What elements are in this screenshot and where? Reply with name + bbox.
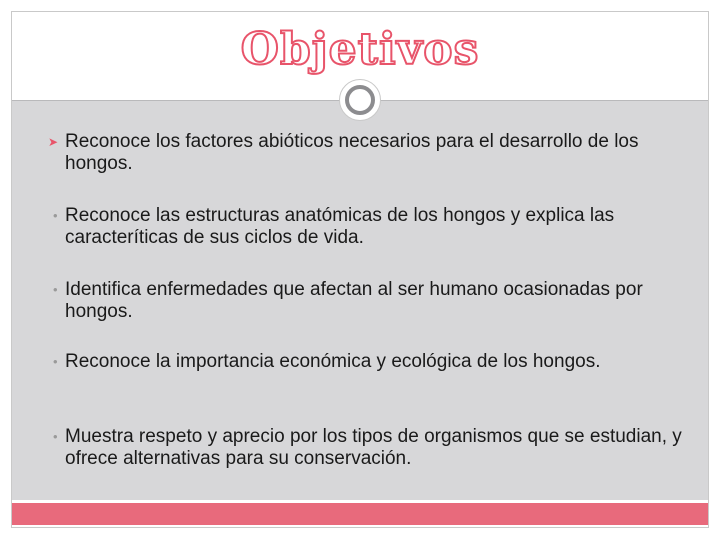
bullet-item-2 bbox=[48, 205, 698, 249]
arrow-bullet-icon: ➤ bbox=[48, 135, 59, 149]
bullet-text: Muestra respeto y aprecio por los tipos de organismos que se estudian, y ofrece alternativas para su conservación. bbox=[65, 426, 682, 469]
dot-bullet-icon: • bbox=[53, 282, 58, 297]
bullet-text: Identifica enfermedades que afectan al ser humano ocasionadas por hongos. bbox=[65, 279, 643, 322]
dot-bullet-icon: • bbox=[53, 354, 58, 369]
bullet-item-5 bbox=[48, 426, 698, 470]
bullet-text: Reconoce los factores abióticos necesarios para el desarrollo de los hongos. bbox=[65, 131, 639, 174]
bullet-item-3 bbox=[48, 279, 698, 323]
bottom-accent-bar bbox=[12, 503, 708, 525]
dot-bullet-icon: • bbox=[53, 208, 58, 223]
bullet-text: Reconoce la importancia económica y ecológica de los hongos. bbox=[65, 351, 601, 372]
bullet-item-1 bbox=[48, 131, 698, 175]
bullet-item-4 bbox=[48, 351, 698, 373]
circle-ornament-icon bbox=[339, 79, 381, 121]
bullet-text: Reconoce las estructuras anatómicas de los hongos y explica las caracteríticas de sus ciclos de vida. bbox=[65, 205, 615, 248]
circle-ornament-ring bbox=[345, 85, 375, 115]
dot-bullet-icon: • bbox=[53, 429, 58, 444]
slide-title: Objetivos bbox=[240, 24, 480, 75]
